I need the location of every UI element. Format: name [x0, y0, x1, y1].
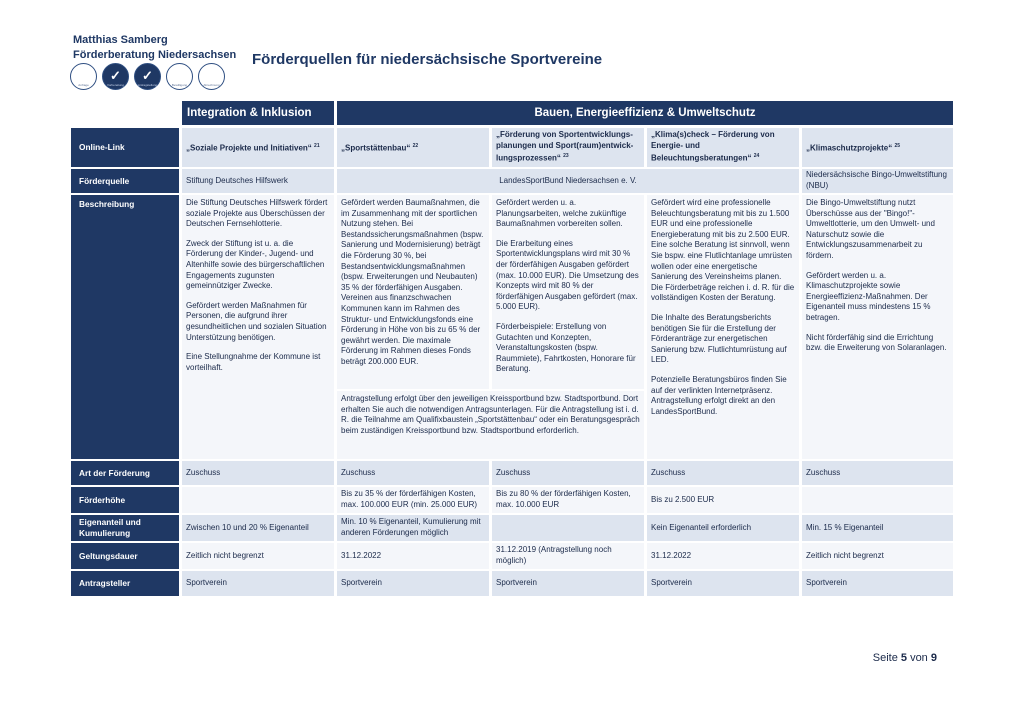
row-label-eigenanteil: Eigenanteil und Kumulierung — [71, 515, 179, 541]
link-cell[interactable] — [802, 128, 953, 167]
step-circle — [70, 63, 97, 90]
paragraph: Potenzielle Beratungsbüros finden Sie auf der verlinkten Internetpräsenz. Antragstellung erfolgt direkt an den LandesSportBund. — [651, 374, 787, 416]
paragraph: Die Erarbeitung eines Sportentwicklungsplans wird mit 30 % der förderfähigen Ausgaben gefördert (max. 10.000 EUR). Die Umsetzung des Konzepts wird mit 80 % der förderfähigen Ausgaben gefördert (max. 5.000 EUR). — [496, 238, 639, 312]
art-cell: Zuschuss — [647, 461, 799, 485]
art-cell: Zuschuss — [337, 461, 489, 485]
hoehe-cell — [182, 487, 334, 513]
row-label-hoehe: Förderhöhe — [71, 487, 179, 513]
antragsteller-cell: Sportverein — [337, 571, 489, 596]
link-text[interactable]: „Sportstättenbau“ — [341, 143, 411, 153]
page-mid: von — [910, 652, 928, 664]
footnote-ref: 25 — [894, 142, 901, 149]
row-label-quelle: Förderquelle — [71, 169, 179, 193]
group-header-bauen: Bauen, Energieeffizienz & Umweltschutz — [337, 101, 953, 125]
funding-table — [71, 101, 953, 596]
dauer-cell: Zeitlich nicht begrenzt — [802, 543, 953, 569]
paragraph: Gefördert werden Maßnahmen für Personen, die aufgrund ihrer gesundheitlichen und sozialen Situation Unterstützung benötigen. — [186, 300, 327, 342]
art-cell: Zuschuss — [802, 461, 953, 485]
antragsteller-cell: Sportverein — [492, 571, 644, 596]
paragraph: Die Inhalte des Beratungsberichts benötigen Sie für die Erstellung der Förderanträge zur energetischen Sanierung bzw. Flutlichtumrüstung auf LED. — [651, 312, 787, 365]
step-label: Anfrage — [78, 83, 89, 87]
eigenanteil-cell: Min. 15 % Eigenanteil — [802, 515, 953, 541]
footnote-ref: 24 — [753, 153, 760, 160]
author-block — [73, 33, 236, 63]
step-circle-done — [134, 63, 161, 90]
antragsteller-cell: Sportverein — [802, 571, 953, 596]
hoehe-cell — [802, 487, 953, 513]
page-title: Förderquellen für niedersächsische Sportvereine — [252, 51, 603, 68]
step-circle — [198, 63, 225, 90]
row-label-antragsteller: Antragsteller — [71, 571, 179, 596]
link-cell[interactable] — [182, 128, 334, 167]
eigenanteil-cell — [492, 515, 644, 541]
hoehe-cell: Bis zu 2.500 EUR — [647, 487, 799, 513]
paragraph: Gefördert werden Baumaßnahmen, die im Zusammenhang mit der sportlichen Nutzung stehen. Bei Bestandssicherungsmaßnahmen (bspw. Sanierung und Modernisierung) beträgt die Förderung 30 %, bei Bestandsentwicklungsmaßnahmen (bspw. Erweiterungen und Neubauten) 35 % der förderfähigen Ausgaben. Vereinen aus finanzschwachen Kommunen kann im Rahmen des Struktur- und Entwicklungsfonds eine Förderung in Höhe von bis zu 65 % der gewährt werden. Die maximale Förderung im Rahmen dieses Fonds beträgt 200.000 EUR. — [341, 198, 484, 366]
step-label: Bewilligung — [171, 83, 188, 87]
paragraph: Antragstellung erfolgt über den jeweiligen Kreissportbund bzw. Stadtsportbund. Dort erhalten Sie auch die notwendigen Antragsunterlagen. Für die Antragstellung ist i. d. R. die Teilnahme am Qualifixbaustein „Sportstättenbau“ oder ein Beratungsgespräch beim zuständigen Kreissportbund bzw. Stadtsportbund erforderlich. — [341, 394, 640, 435]
paragraph: Gefördert werden u. a. Klimaschutzprojekte sowie Energieeffizienz-Maßnahmen. Der Eigenanteil muss mindestens 15 % betragen. — [806, 270, 931, 322]
row-label-art: Art der Förderung — [71, 461, 179, 485]
author-subtitle: Förderberatung Niedersachsen — [73, 49, 237, 61]
link-text[interactable]: „Förderung von Sportentwicklungs-planungen und Sport(raum)entwick-lungsprozessen“ — [496, 130, 634, 164]
beschreibung-cell — [182, 195, 334, 459]
paragraph: Nicht förderfähig sind die Errichtung bzw. die Erweiterung von Solaranlagen. — [806, 332, 947, 353]
link-cell[interactable] — [647, 128, 799, 167]
quelle-cell: Niedersächsische Bingo-Umweltstiftung (NBU) — [802, 169, 953, 193]
step-label: Abrechnung — [203, 83, 220, 87]
process-steps — [70, 63, 225, 90]
beschreibung-cell — [647, 195, 799, 459]
dauer-cell: 31.12.2022 — [647, 543, 799, 569]
art-cell: Zuschuss — [182, 461, 334, 485]
dauer-cell: Zeitlich nicht begrenzt — [182, 543, 334, 569]
eigenanteil-cell: Min. 10 % Eigenanteil, Kumulierung mit anderen Förderungen möglich — [337, 515, 489, 541]
quelle-cell: Stiftung Deutsches Hilfswerk — [182, 169, 334, 193]
group-header-integration: Integration & Inklusion — [182, 101, 334, 125]
footnote-ref: 22 — [412, 142, 419, 149]
link-text[interactable]: „Soziale Projekte und Initiativen“ — [186, 143, 312, 153]
eigenanteil-cell: Zwischen 10 und 20 % Eigenanteil — [182, 515, 334, 541]
footnote-ref: 23 — [563, 153, 569, 160]
paragraph: Förderbeispiele: Erstellung von Gutachten und Konzepten, Veranstaltungskosten (bspw. Raummiete), Fahrtkosten, Honorare für Beratung. — [496, 321, 636, 374]
link-text[interactable]: „Klima(s)check – Förderung von Energie- und Beleuchtungsberatungen“ — [651, 130, 775, 164]
beschreibung-cell — [802, 195, 953, 459]
link-text[interactable]: „Klimaschutzprojekte“ — [806, 143, 893, 153]
dauer-cell: 31.12.2022 — [337, 543, 489, 569]
page-number — [873, 652, 937, 664]
checkmark-icon: ✓ — [110, 68, 121, 83]
antragsteller-cell: Sportverein — [647, 571, 799, 596]
page-prefix: Seite — [872, 652, 898, 664]
paragraph: Gefördert wird eine professionelle Beleuchtungsberatung mit bis zu 1.500 EUR und eine professionelle Energieberatung mit bis zu 2.500 EUR. Eine solche Beratung ist sinnvoll, wenn Sie bspw. eine Flutlichtanlage umrüsten wollen oder eine energetische Sanierung des Vereinsheims planen. Die Förderbeträge reichen i. d. R. für die vollständigen Kosten der Beratung. — [651, 198, 795, 303]
checkmark-icon: ✓ — [142, 68, 153, 83]
author-name: Matthias Samberg — [73, 34, 168, 46]
eigenanteil-cell: Kein Eigenanteil erforderlich — [647, 515, 799, 541]
beschreibung-cell — [337, 195, 489, 389]
step-label: Antragstellung — [137, 83, 158, 87]
footnote-ref: 21 — [314, 142, 320, 149]
beschreibung-cell — [492, 195, 644, 389]
current-page: 5 — [900, 652, 907, 664]
beschreibung-shared-cell — [337, 391, 644, 459]
row-label-beschreibung: Beschreibung — [71, 195, 179, 459]
hoehe-cell: Bis zu 80 % der förderfähigen Kosten, max. 10.000 EUR — [492, 487, 644, 513]
paragraph: Zweck der Stiftung ist u. a. die Förderung der Kinder-, Jugend- und Altenhilfe sowie des bürgerschaftlichen Engagements zugunsten gemeinnütziger Zwecke. — [186, 238, 325, 291]
row-label-link: Online-Link — [71, 128, 179, 167]
quelle-cell-merged: LandesSportBund Niedersachsen e. V. — [337, 169, 799, 193]
link-cell[interactable] — [337, 128, 489, 167]
link-cell[interactable] — [492, 128, 644, 167]
paragraph: Die Bingo-Umweltstiftung nutzt Überschüsse aus der "Bingo!"-Umweltlotterie, um den Umwelt- und Naturschutz sowie die Entwicklungszusammenarbeit zu fördern. — [806, 198, 935, 260]
total-pages: 9 — [930, 652, 937, 664]
hoehe-cell: Bis zu 35 % der förderfähigen Kosten, max. 100.000 EUR (min. 25.000 EUR) — [337, 487, 489, 513]
step-label: Vorbereitung — [106, 83, 124, 87]
paragraph: Eine Stellungnahme der Kommune ist vorteilhaft. — [186, 352, 321, 372]
art-cell: Zuschuss — [492, 461, 644, 485]
antragsteller-cell: Sportverein — [182, 571, 334, 596]
dauer-cell: 31.12.2019 (Antragstellung noch möglich) — [492, 543, 644, 569]
step-circle — [166, 63, 193, 90]
step-circle-done — [102, 63, 129, 90]
paragraph: Die Stiftung Deutsches Hilfswerk fördert soziale Projekte aus Überschüssen der Deutschen Fernsehlotterie. — [186, 198, 328, 229]
paragraph: Gefördert werden u. a. Planungsarbeiten, welche zukünftige Baumaßnahmen vorbereiten sollen. — [496, 198, 627, 229]
row-label-dauer: Geltungsdauer — [71, 543, 179, 569]
